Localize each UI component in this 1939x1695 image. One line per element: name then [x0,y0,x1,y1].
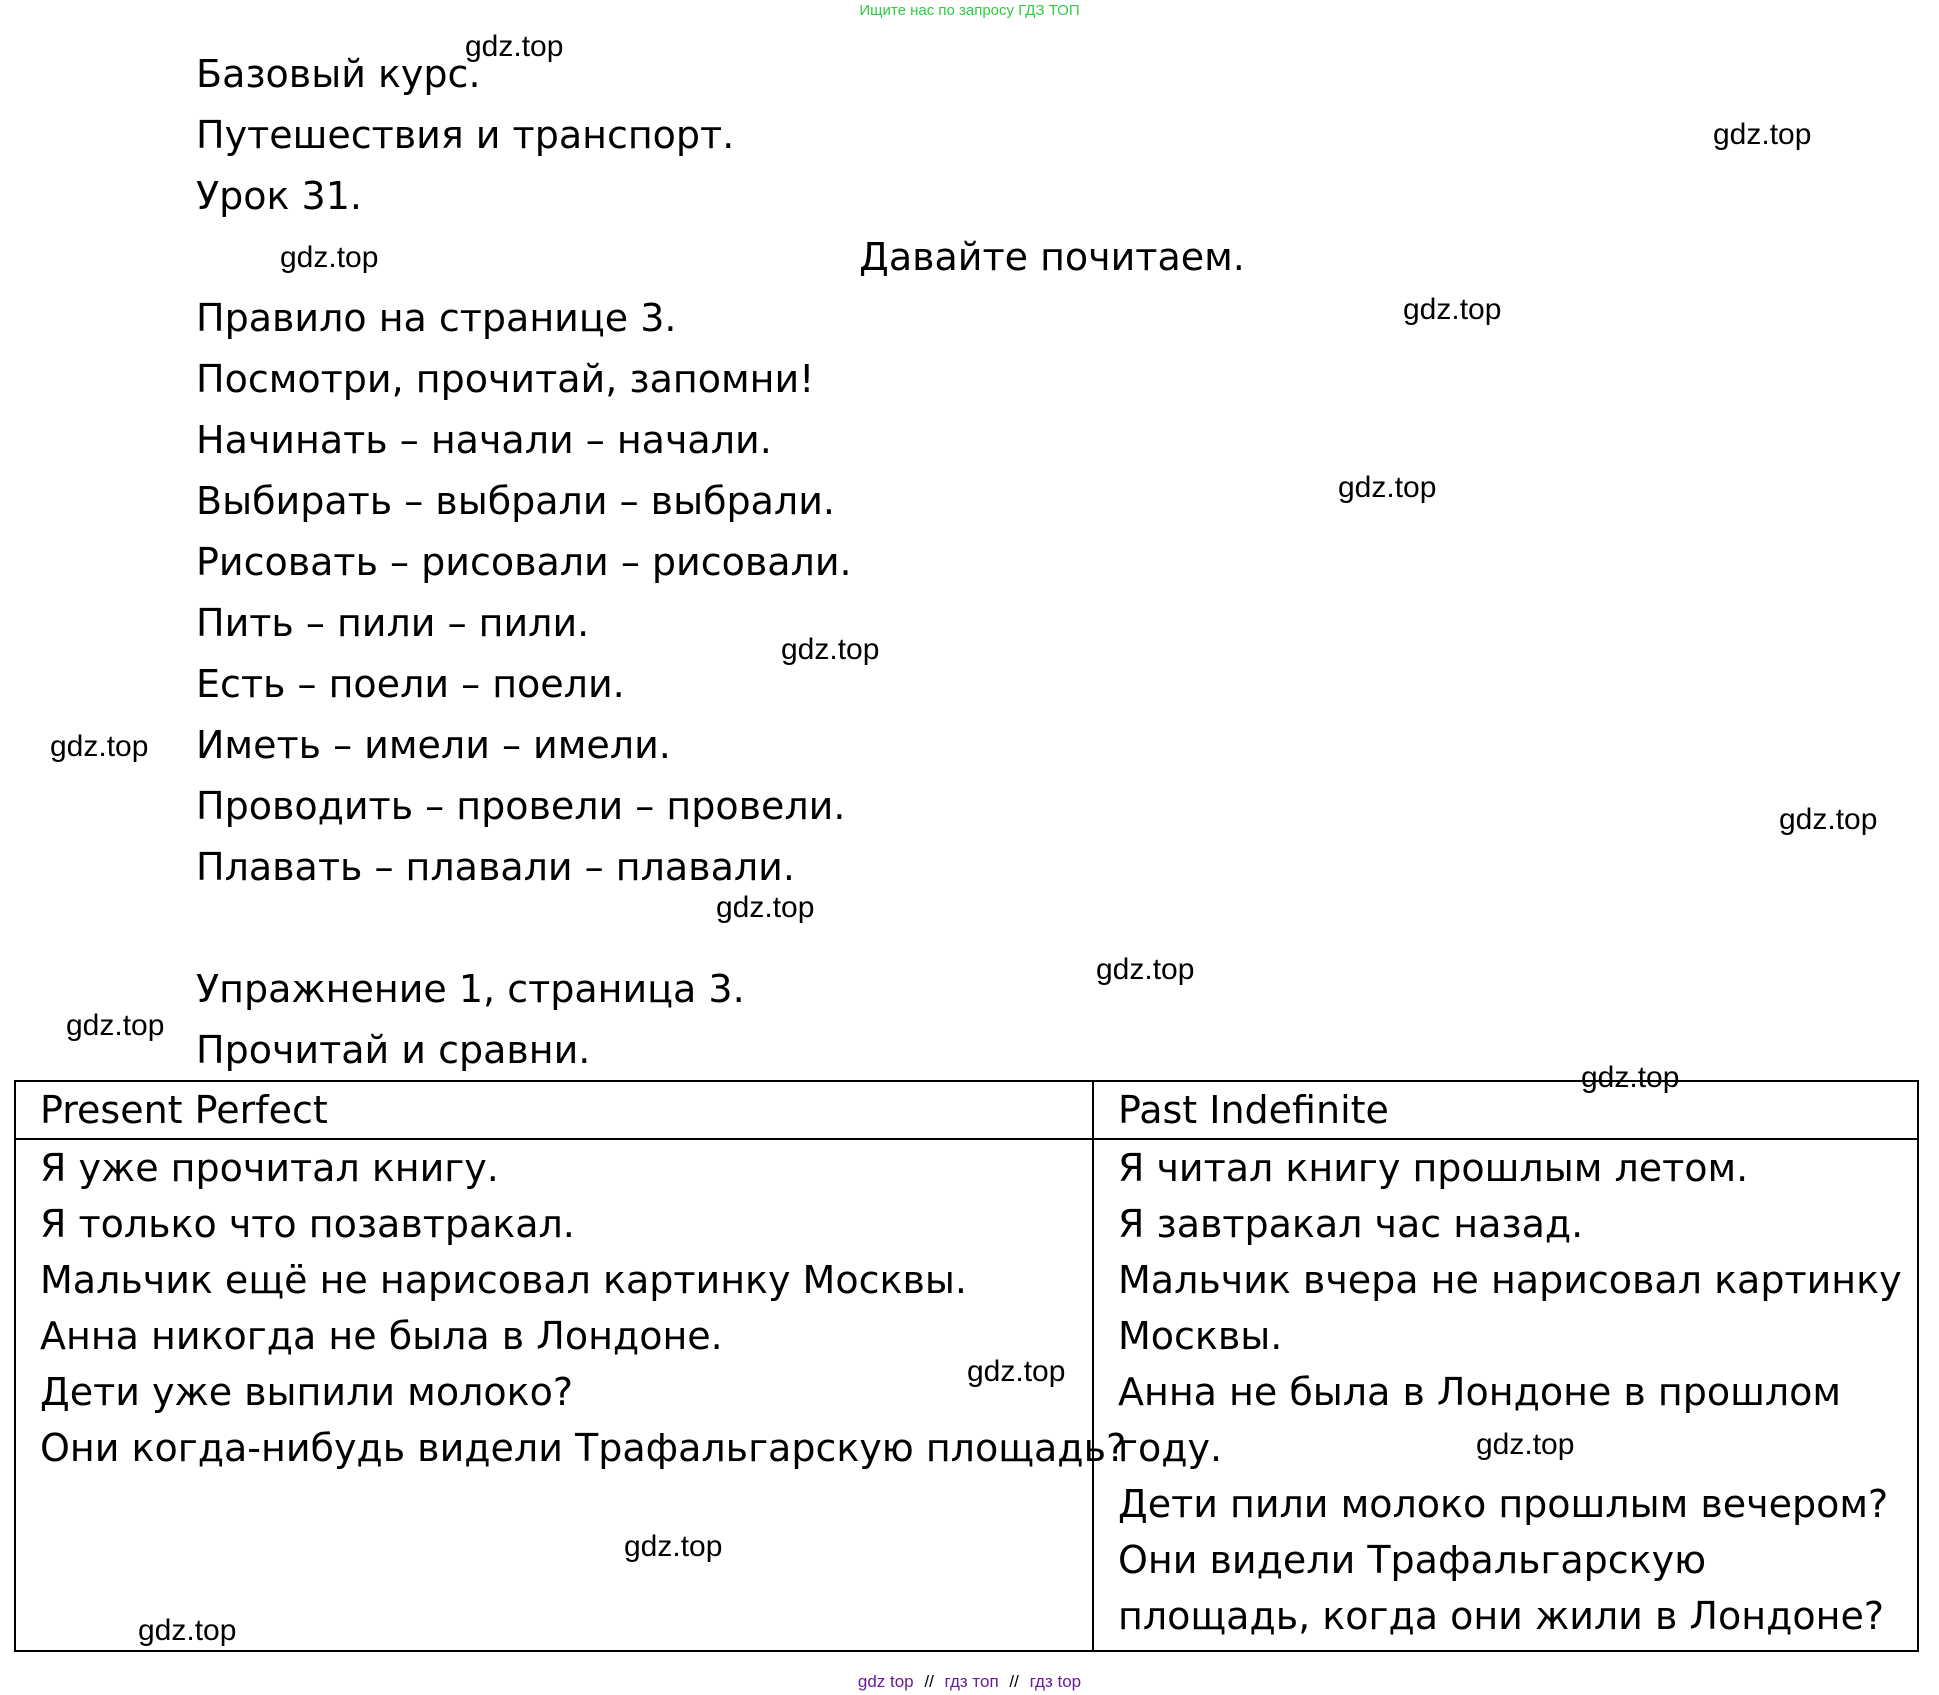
watermark: gdz.top [624,1530,723,1563]
watermark: gdz.top [1096,953,1195,986]
watermark: gdz.top [280,241,379,274]
watermark: gdz.top [465,30,564,63]
header-present-perfect: Present Perfect [15,1081,1093,1139]
example-sentence: Я уже прочитал книгу. [40,1146,499,1190]
example-sentence: Мальчик ещё не нарисовал картинку Москвы. [40,1258,967,1302]
watermark: gdz.top [1779,803,1878,836]
exercise-title: Упражнение 1, страница 3. [196,967,745,1011]
example-sentence: Дети уже выпили молоко? [40,1370,573,1414]
watermark: gdz.top [716,891,815,924]
footer-separator: // [924,1672,934,1691]
example-sentence: Анна не была в Лондоне в прошлом году. [1118,1370,1842,1470]
watermark: gdz.top [1713,118,1812,151]
example-sentence: Анна никогда не была в Лондоне. [40,1314,723,1358]
exercise-instruction: Прочитай и сравни. [196,1028,591,1072]
example-sentence: Я только что позавтракал. [40,1202,575,1246]
lesson-title: Урок 31. [196,174,362,218]
verb-form-line: Рисовать – рисовали – рисовали. [196,540,852,584]
verb-form-line: Плавать – плавали – плавали. [196,845,795,889]
header-past-indefinite: Past Indefinite [1093,1081,1918,1139]
footer-links [0,1672,1939,1692]
watermark: gdz.top [138,1614,237,1647]
footer-link[interactable]: гдз топ [944,1672,999,1691]
table-row [15,1139,1918,1651]
example-sentence: Они видели Трафальгарскую площадь, когда они жили в Лондоне? [1118,1538,1885,1638]
footer-link[interactable]: gdz top [857,1672,914,1691]
watermark: gdz.top [967,1355,1066,1388]
present-perfect-cell [15,1139,1127,1651]
watermark: gdz.top [781,633,880,666]
topic-title: Путешествия и транспорт. [196,113,735,157]
watermark: gdz.top [1403,293,1502,326]
verb-form-line: Иметь – имели – имели. [196,723,671,767]
watermark: gdz.top [1581,1061,1680,1094]
example-sentence: Мальчик вчера не нарисовал картинку Москвы. [1118,1258,1902,1358]
rule-title: Правило на странице 3. [196,296,677,340]
example-sentence: Я завтракал час назад. [1118,1202,1584,1246]
course-title: Базовый курс. [196,52,481,96]
verb-form-line: Проводить – провели – провели. [196,784,846,828]
example-sentence: Они когда-нибудь видели Трафальгарскую площадь? [40,1426,1127,1470]
past-indefinite-cell [1093,1139,1918,1651]
verb-form-line: Пить – пили – пили. [196,601,590,645]
footer-separator: // [1009,1672,1019,1691]
footer-link[interactable]: гдз top [1029,1672,1082,1691]
section-title: Давайте почитаем. [859,235,1245,279]
watermark: gdz.top [1338,471,1437,504]
verb-form-line: Начинать – начали – начали. [196,418,772,462]
verb-form-line: Выбирать – выбрали – выбрали. [196,479,835,523]
top-banner: Ищите нас по запросу ГДЗ ТОП [859,2,1080,19]
watermark: gdz.top [1476,1428,1575,1461]
example-sentence: Дети пили молоко прошлым вечером? [1118,1482,1889,1526]
example-sentence: Я читал книгу прошлым летом. [1118,1146,1749,1190]
verb-form-line: Есть – поели – поели. [196,662,625,706]
rule-instruction: Посмотри, прочитай, запомни! [196,357,815,401]
watermark: gdz.top [66,1009,165,1042]
watermark: gdz.top [50,730,149,763]
